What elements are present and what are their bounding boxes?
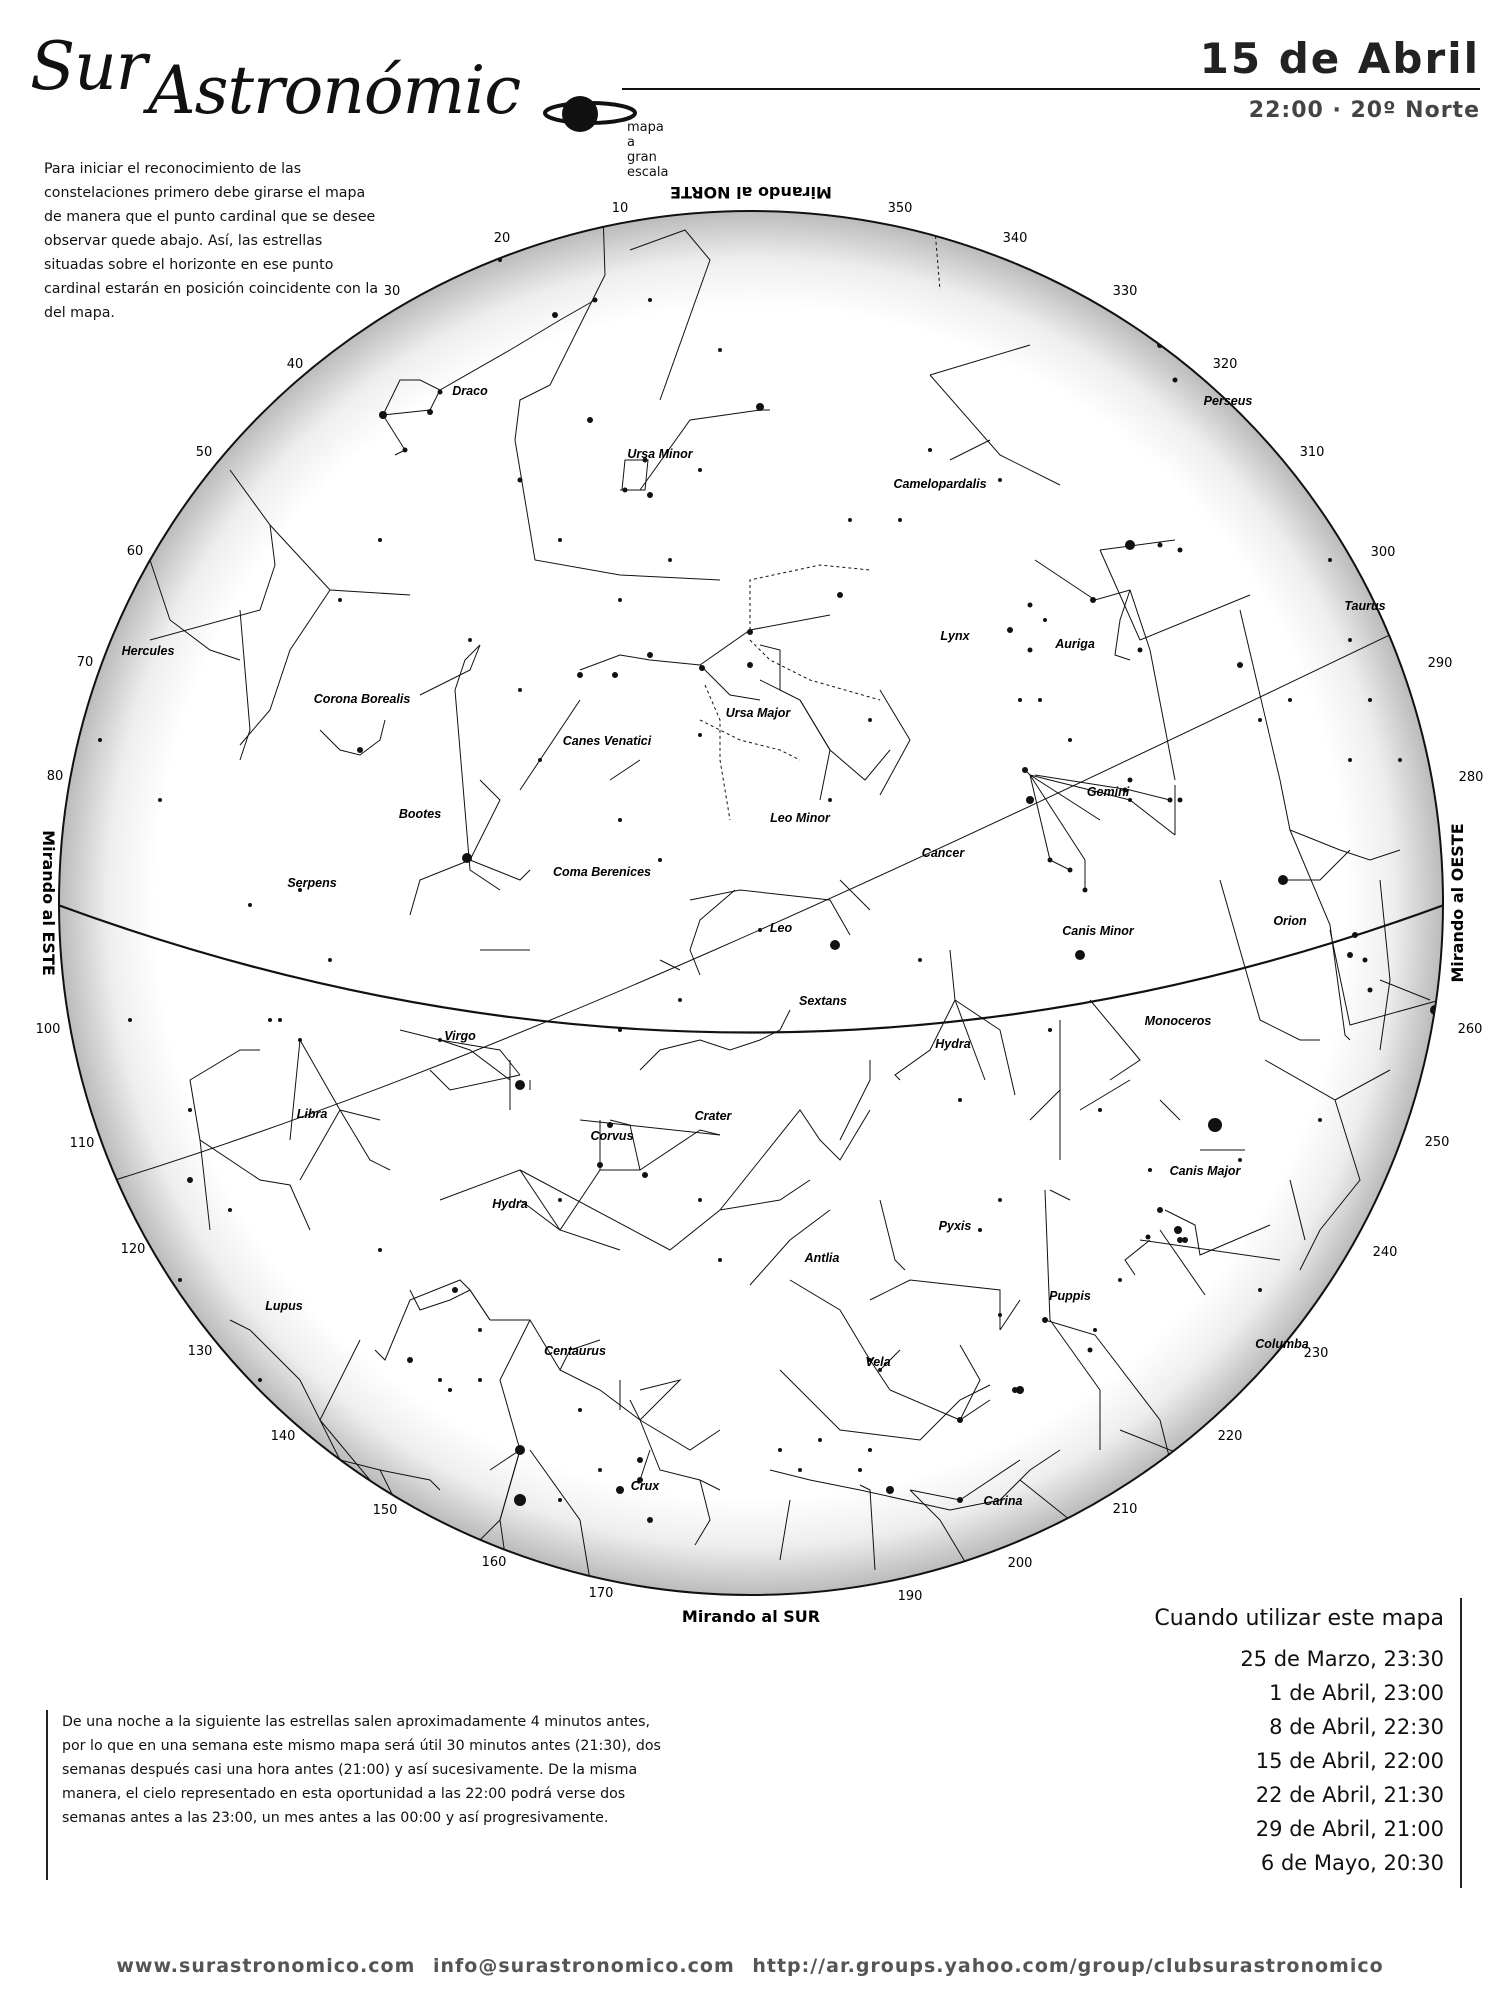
azimuth-label: 280 (1458, 770, 1484, 785)
azimuth-label: 320 (1212, 357, 1238, 372)
azimuth-label: 50 (195, 445, 213, 460)
usage-item: 25 de Marzo, 23:30 (1240, 1647, 1444, 1671)
constellation-label: Corona Borealis (313, 692, 411, 706)
constellation-label: Canis Major (1169, 1164, 1241, 1178)
usage-item: 29 de Abril, 21:00 (1255, 1817, 1444, 1841)
constellation-label: Carina (983, 1494, 1023, 1508)
constellation-label: Gemini (1086, 785, 1130, 799)
sky-disc (59, 211, 1443, 1595)
azimuth-label: 70 (76, 655, 94, 670)
azimuth-label: 330 (1112, 284, 1138, 299)
direction-north: Mirando al NORTE (670, 183, 832, 202)
constellation-label: Perseus (1203, 394, 1253, 408)
azimuth-label: 160 (481, 1555, 507, 1570)
intro-instructions: Para iniciar el reconocimiento de las constelaciones primero debe girarse el mapa de manera que el punto cardinal que se desee observar quede abajo. Así, las estrellas situadas sobre el horizonte en ese punto cardinal estarán en posición coincidente con la del mapa. (44, 161, 379, 321)
azimuth-label: 120 (120, 1242, 146, 1257)
logo-subtitle: mapa a gran escala (627, 120, 669, 180)
constellation-label: Canis Minor (1062, 924, 1134, 938)
constellation-label: Leo (769, 921, 793, 935)
usage-box (1140, 1598, 1462, 1888)
azimuth-label: 110 (69, 1136, 95, 1151)
constellation-label: Ursa Major (725, 706, 791, 720)
direction-south: Mirando al SUR (681, 1607, 821, 1626)
direction-west: Mirando al OESTE (1448, 823, 1467, 983)
azimuth-label: 100 (35, 1022, 61, 1037)
usage-item: 6 de Mayo, 20:30 (1260, 1851, 1444, 1875)
azimuth-label: 310 (1299, 445, 1325, 460)
usage-item: 22 de Abril, 21:30 (1255, 1783, 1444, 1807)
azimuth-label: 170 (588, 1586, 614, 1601)
constellation-label: Crux (630, 1479, 660, 1493)
azimuth-label: 20 (493, 231, 511, 246)
map-date: 15 de Abril (1199, 34, 1480, 83)
constellation-label: Auriga (1055, 637, 1095, 651)
azimuth-label: 240 (1372, 1245, 1398, 1260)
constellation-label: Coma Berenices (553, 865, 651, 879)
azimuth-label: 300 (1370, 545, 1396, 560)
azimuth-label: 260 (1457, 1022, 1483, 1037)
map-time-latitude: 22:00 · 20º Norte (1248, 98, 1480, 123)
constellation-label: Draco (452, 384, 488, 398)
azimuth-label: 80 (46, 769, 64, 784)
constellation-label: Canes Venatici (562, 734, 652, 748)
constellation-label: Columba (1255, 1337, 1309, 1351)
constellation-label: Bootes (398, 807, 442, 821)
azimuth-label: 190 (897, 1589, 923, 1604)
constellation-label: Lupus (265, 1299, 303, 1313)
constellation-label: Libra (296, 1107, 328, 1121)
usage-item: 1 de Abril, 23:00 (1269, 1681, 1444, 1705)
azimuth-label: 30 (383, 284, 401, 299)
azimuth-label: 340 (1002, 231, 1028, 246)
azimuth-label: 230 (1303, 1346, 1329, 1361)
constellation-label: Puppis (1049, 1289, 1091, 1303)
footer-links: www.surastronomico.com info@surastronomico.com http://ar.groups.yahoo.com/group/clubsurastronomico (116, 1955, 1384, 1977)
constellation-label: Pyxis (938, 1219, 972, 1233)
azimuth-label: 140 (270, 1429, 296, 1444)
constellation-label: Corvus (590, 1129, 634, 1143)
azimuth-label: 10 (611, 201, 629, 216)
azimuth-label: 290 (1427, 656, 1453, 671)
constellation-label: Vela (865, 1355, 891, 1369)
constellation-label: Antlia (804, 1251, 840, 1265)
azimuth-label: 220 (1217, 1429, 1243, 1444)
azimuth-label: 200 (1007, 1556, 1033, 1571)
constellation-label: Taurus (1344, 599, 1386, 613)
azimuth-label: 150 (372, 1503, 398, 1518)
constellation-label: Leo Minor (770, 811, 830, 825)
constellation-label: Cancer (921, 846, 965, 860)
constellation-label: Ursa Minor (627, 447, 693, 461)
constellation-label: Serpens (287, 876, 337, 890)
azimuth-label: 350 (887, 201, 913, 216)
direction-east: Mirando al ESTE (39, 830, 58, 976)
constellation-label: Camelopardalis (893, 477, 987, 491)
constellation-label: Hercules (121, 644, 175, 658)
usage-item: 8 de Abril, 22:30 (1269, 1715, 1444, 1739)
azimuth-label: 60 (126, 544, 144, 559)
constellation-label: Crater (694, 1109, 732, 1123)
azimuth-label: 130 (187, 1344, 213, 1359)
constellation-label: Monoceros (1144, 1014, 1212, 1028)
constellation-label: Orion (1273, 914, 1307, 928)
constellation-label: Lynx (940, 629, 970, 643)
constellation-label: Virgo (444, 1029, 476, 1043)
azimuth-label: 210 (1112, 1502, 1138, 1517)
azimuth-label: 40 (286, 357, 304, 372)
azimuth-label: 250 (1424, 1135, 1450, 1150)
usage-item: 15 de Abril, 22:00 (1255, 1749, 1444, 1773)
constellation-label: Hydra (492, 1197, 528, 1211)
constellation-label: Sextans (799, 994, 847, 1008)
logo-sur-text: Sur (30, 28, 147, 105)
constellation-label: Hydra (935, 1037, 971, 1051)
usage-list (1240, 1642, 1444, 1880)
constellation-label: Centaurus (544, 1344, 606, 1358)
logo-astronomico-text: Astronómic (148, 52, 521, 129)
timing-note: De una noche a la siguiente las estrellas salen aproximadamente 4 minutos antes, por lo que en una semana este mismo mapa será útil 30 minutos antes (21:30), dos semanas después casi una hora antes (21:00) y así sucesivamente. De la misma manera, el cielo representado en esta oportunidad a las 22:00 podrá verse dos semanas antes a las 23:00, un mes antes a las 00:00 y así progresivamente. (46, 1710, 662, 1880)
usage-title: Cuando utilizar este mapa (1154, 1606, 1444, 1631)
